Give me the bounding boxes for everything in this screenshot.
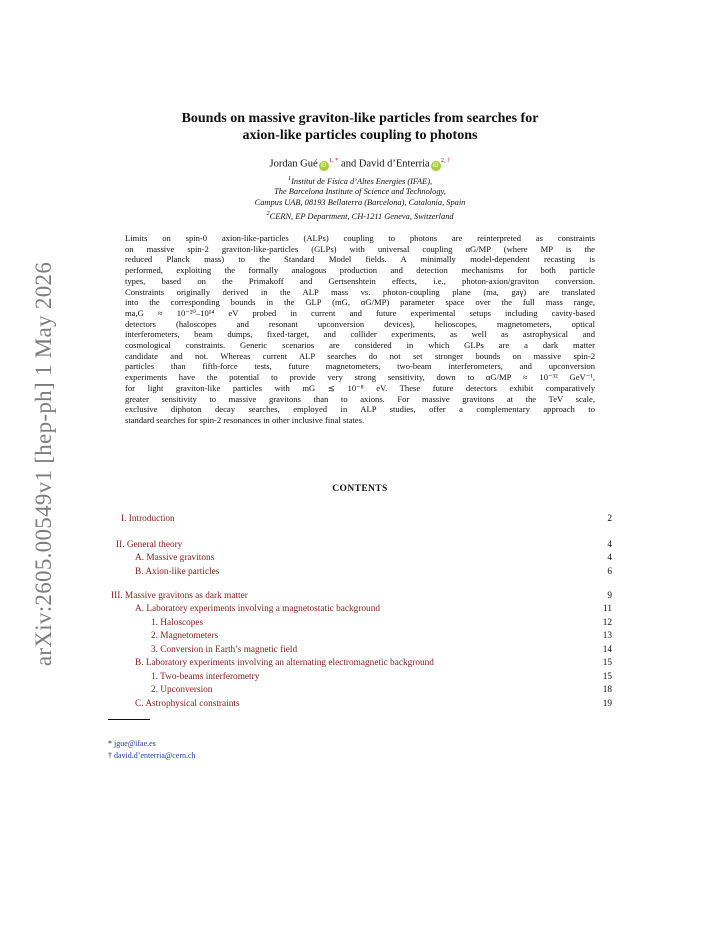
toc-entry-page: 12 <box>602 618 612 628</box>
toc-entry-page: 15 <box>602 672 612 682</box>
toc-entry-page: 6 <box>607 567 612 577</box>
paper-title <box>100 110 620 144</box>
abstract-line: exclusive diphoton decay searches, employed in ALP studies, offer a complementary approach to <box>125 404 595 415</box>
toc-entry-label[interactable]: B. Axion-like particles <box>135 567 220 577</box>
footnote-mark: † <box>108 751 112 760</box>
abstract-line: experiments have the potential to provide very strong sensitivity, down to αG/MP ≈ 10⁻³² GeV⁻¹, <box>125 372 595 383</box>
toc-entry-label[interactable]: B. Laboratory experiments involving an alternating electromagnetic background <box>135 658 434 668</box>
abstract-line: cosmological constraints. Generic scenarios are considered in which GLPs are a dark matter <box>125 340 595 351</box>
footnote-mark: * <box>108 739 112 748</box>
abstract-line: on massive spin-2 graviton-like-particles (GLPs) with universal coupling αG/MP (where MP is the <box>125 243 595 254</box>
abstract-line: reduced Planck mass) to the Standard Model fields. A minimally model-dependent recasting is <box>125 254 595 265</box>
toc-entry[interactable] <box>116 540 720 551</box>
affiliation-line: Campus UAB, 08193 Bellaterra (Barcelona), Catalonia, Spain <box>254 197 466 207</box>
affiliation-line: $^1$Institut de Física d’Altes Energies (IFAE), <box>287 175 433 186</box>
affiliation-line: $^2$CERN, EP Department, CH-1211 Geneva, Switzerland <box>266 209 454 221</box>
author-affiliation-mark[interactable]: 2, † <box>440 157 451 164</box>
abstract-line: into the corresponding bounds in the GLP (mG, αG/MP) parameter space over the full mass range, <box>125 297 595 308</box>
toc-entry-page: 18 <box>602 685 612 695</box>
abstract-line: performed, exploiting the formally analogous production and detection mechanisms for both particle <box>125 265 595 276</box>
toc-entry-label[interactable]: C. Astrophysical constraints <box>135 699 240 709</box>
toc-entry-label[interactable]: 2. Upconversion <box>151 685 213 695</box>
arxiv-id: arXiv:2605.00549v1 [hep-ph] 1 May 2026 <box>31 261 57 667</box>
email-link[interactable]: jgue@ifae.es <box>114 739 156 748</box>
abstract-line: Constraints originally derived in the ALP mass vs. photon-coupling plane (ma, gaγ) are translated <box>125 286 595 297</box>
author-name[interactable]: Jordan Gué <box>269 158 318 170</box>
footnote <box>108 751 196 761</box>
abstract-line: standard searches for spin-2 resonances in other inclusive final states. <box>125 414 365 425</box>
author-list <box>100 157 620 171</box>
footnote-rule <box>108 719 150 720</box>
toc-entry[interactable] <box>151 631 720 642</box>
toc-entry-label[interactable]: A. Laboratory experiments involving a magnetostatic background <box>135 604 381 614</box>
toc-entry[interactable] <box>135 699 720 710</box>
toc-entry[interactable] <box>135 604 720 615</box>
affiliation-line: The Barcelona Institute of Science and Technology, <box>274 187 446 197</box>
toc-entry[interactable] <box>111 591 720 602</box>
contents-heading: CONTENTS <box>332 484 388 494</box>
toc-entry[interactable] <box>135 658 720 669</box>
abstract-line: detectors (haloscopes and resonant upconversion devices), helioscopes, magnetometers, optical <box>125 318 595 329</box>
footnote <box>108 739 156 749</box>
abstract-line: candidate and not. Whereas current ALP searches do not set stronger bounds on massive spin-2 <box>125 350 595 361</box>
toc-entry-label[interactable]: 1. Two-beams interferometry <box>151 672 260 682</box>
abstract-line: ma,G ≈ 10⁻²⁰–10¹⁴ eV probed in current and future experimental setups including cavity-based <box>125 307 595 318</box>
toc-entry[interactable] <box>121 514 720 525</box>
toc-entry-page: 9 <box>607 591 612 601</box>
title-line-1: Bounds on massive graviton-like particles from searches for <box>181 111 539 126</box>
toc-entry-page: 19 <box>602 699 612 709</box>
toc-entry[interactable] <box>151 685 720 696</box>
toc-entry-label[interactable]: III. Massive gravitons as dark matter <box>111 591 248 601</box>
author-name[interactable]: David d’Enterria <box>358 158 430 170</box>
toc-entry-page: 4 <box>607 553 612 563</box>
toc-entry-label[interactable]: 1. Haloscopes <box>151 618 204 628</box>
toc-entry[interactable] <box>151 618 720 629</box>
toc-entry[interactable] <box>151 645 720 656</box>
abstract-line: greater sensitivity to massive gravitons than to axions. For massive gravitons at the TeV scale, <box>125 393 595 404</box>
toc-entry-label[interactable]: 3. Conversion in Earth’s magnetic field <box>151 645 298 655</box>
email-link[interactable]: david.d’enterria@cern.ch <box>114 751 196 760</box>
abstract-line: interferometers, beam dumps, fixed-target, and collider experiments, as well as astrophysical and <box>125 329 595 340</box>
abstract <box>125 233 595 426</box>
abstract-line: for light graviton-like particles with mG ≲ 10⁻⁸ eV. These future detectors exhibit comparatively <box>125 382 595 393</box>
toc-entry-page: 11 <box>603 604 612 614</box>
orcid-icon[interactable]: iD <box>319 161 329 171</box>
toc-entry-page: 15 <box>602 658 612 668</box>
toc-entry-page: 14 <box>602 645 612 655</box>
affiliations <box>100 174 620 222</box>
title-line-2: axion-like particles coupling to photons <box>242 128 478 143</box>
toc-entry-page: 4 <box>607 540 612 550</box>
toc-entry-page: 13 <box>602 631 612 641</box>
toc-entry[interactable] <box>151 672 720 683</box>
toc-entry-label[interactable]: A. Massive gravitons <box>135 553 215 563</box>
abstract-line: particles than fifth-force tests, future magnetometers, two-beam interferometers, and upconversion <box>125 361 595 372</box>
toc-entry-label[interactable]: 2. Magnetometers <box>151 631 219 641</box>
toc-entry[interactable] <box>135 567 720 578</box>
author-affiliation-mark[interactable]: 1, * <box>328 157 339 164</box>
toc-entry-label[interactable]: I. Introduction <box>121 514 175 524</box>
toc-entry-label[interactable]: II. General theory <box>116 540 183 550</box>
author-connector: and <box>338 158 359 170</box>
toc-entry[interactable] <box>135 553 720 564</box>
orcid-icon[interactable]: iD <box>431 161 441 171</box>
toc-entry-page: 2 <box>607 514 612 524</box>
arxiv-stamp <box>22 261 66 667</box>
abstract-line: types, based on the Primakoff and Gertsenshtein effects, i.e., photon-axion/graviton conversion. <box>125 275 595 286</box>
abstract-line: Limits on spin-0 axion-like-particles (ALPs) coupling to photons are reinterpreted as constraints <box>125 233 595 243</box>
